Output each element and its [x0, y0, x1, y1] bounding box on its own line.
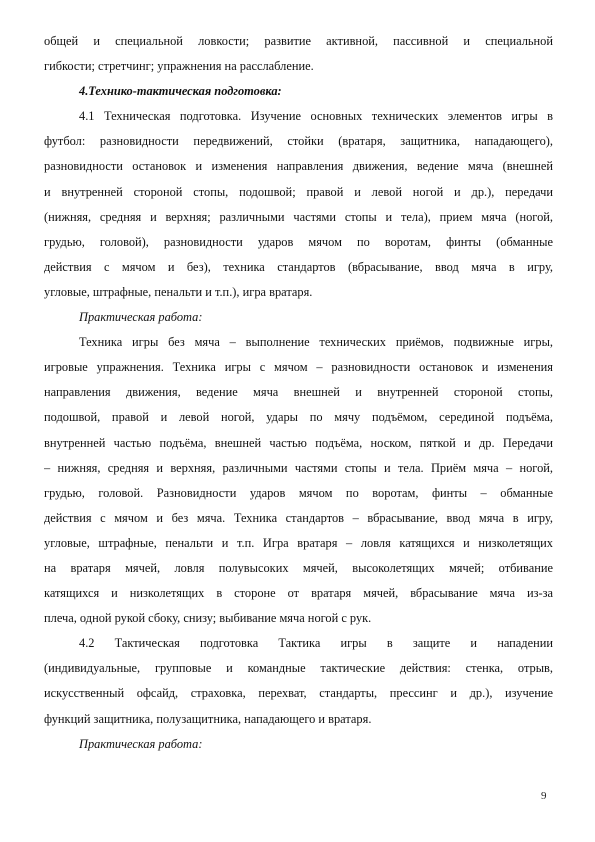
page-number: 9: [541, 790, 547, 802]
text-line: игровые упражнения. Техника игры с мячом – разновидности остановок и изменения: [44, 360, 553, 375]
text-line: действия с мячом и без), техника стандартов (вбрасывание, ввод мяча в игру,: [44, 259, 553, 274]
text-line: катящихся и низколетящих в стороне от вратаря мячей, вбрасывание мяча из-за: [44, 586, 553, 601]
text-line: грудью, головой. Разновидности ударов мячом по воротам, финты – обманные: [44, 485, 553, 500]
text-line: действия с мячом и без мяча. Техника стандартов – вбрасывание, ввод мяча в игру,: [44, 510, 553, 525]
text-line: подошвой, правой и левой ногой, удары по мячу подъёмом, серединой подъёма,: [44, 410, 553, 425]
subsection-heading: Практическая работа:: [79, 310, 203, 325]
text-line: на вратаря мячей, ловля полувысоких мячей, высоколетящих мячей; отбивание: [44, 560, 553, 575]
text-line: гибкости; стретчинг; упражнения на расслабление.: [44, 59, 314, 74]
text-line: 4.2 Тактическая подготовка Тактика игры в защите и нападении: [79, 636, 553, 651]
text-line: разновидности остановок и изменения направления движения, ведение мяча (внешней: [44, 159, 553, 174]
text-line: общей и специальной ловкости; развитие активной, пассивной и специальной: [44, 34, 553, 48]
text-line: (индивидуальные, групповые и командные тактические действия: стенка, отрыв,: [44, 661, 553, 676]
section-heading: 4.Технико-тактическая подготовка:: [79, 84, 282, 99]
text-line: и внутренней стороной стопы, подошвой; правой и левой ногой и др.), передачи: [44, 184, 553, 199]
text-line: 4.1 Техническая подготовка. Изучение основных технических элементов игры в: [79, 109, 553, 124]
text-line: функций защитника, полузащитника, нападающего и вратаря.: [44, 711, 372, 726]
text-line: (нижняя, средняя и верхняя; различными частями стопы и тела), прием мяча (ногой,: [44, 209, 553, 224]
subsection-heading: Практическая работа:: [79, 736, 203, 751]
text-line: – нижняя, средняя и верхняя, различными частями стопы и тела. Приём мяча – ногой,: [44, 460, 553, 475]
text-line: угловые, штрафные, пенальти и т.п.), игра вратаря.: [44, 284, 313, 299]
document-page: [44, 29, 553, 757]
text-line: плеча, одной рукой сбоку, снизу; выбивание мяча ногой с рук.: [44, 611, 372, 626]
text-line: Техника игры без мяча – выполнение технических приёмов, подвижные игры,: [79, 335, 553, 350]
text-line: направления движения, ведение мяча внешней и внутренней стороной стопы,: [44, 385, 553, 400]
text-line: угловые, штрафные, пенальти и т.п. Игра вратаря – ловля катящихся и низколетящих: [44, 535, 553, 550]
text-line: грудью, головой), разновидности ударов мячом по воротам, финты (обманные: [44, 234, 553, 249]
text-line: футбол: разновидности передвижений, стойки (вратаря, защитника, нападающего),: [44, 134, 553, 149]
text-line: искусственный офсайд, страховка, перехват, стандарты, прессинг и др.), изучение: [44, 686, 553, 701]
text-line: внутренней частью подъёма, внешней частью подъёма, носком, пяткой и др. Передачи: [44, 435, 553, 450]
